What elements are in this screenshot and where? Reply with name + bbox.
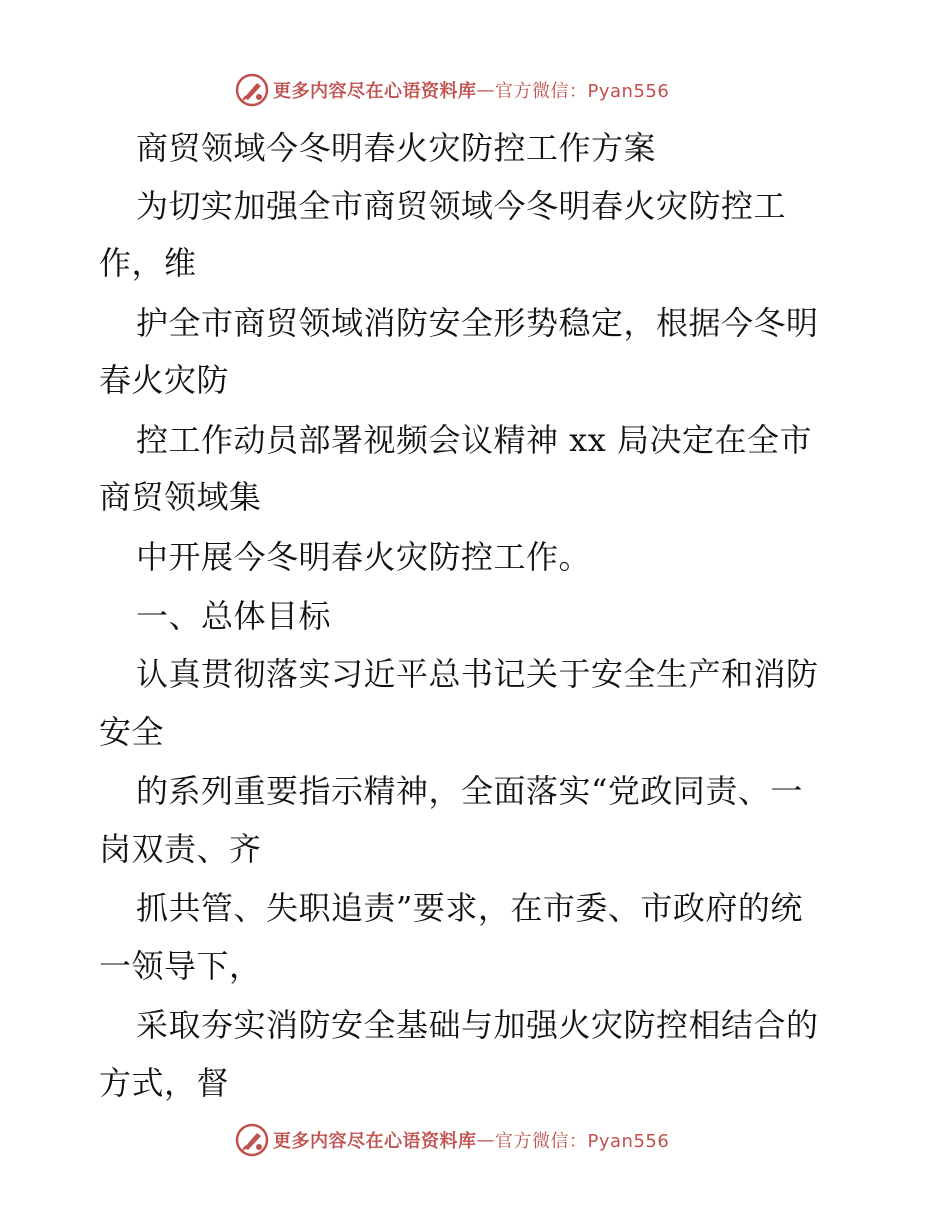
watermark-banner-bottom (235, 1122, 669, 1158)
paragraph-line: 抓共管、失职追责”要求，在市委、市政府的统 (136, 889, 803, 927)
paragraph-line: 商贸领域集 (99, 478, 262, 516)
document-title: 商贸领域今冬明春火灾防控工作方案 (136, 129, 657, 167)
quill-logo-icon (235, 73, 269, 107)
paragraph-line: 采取夯实消防安全基础与加强火灾防控相结合的 (136, 1006, 819, 1044)
paragraph-line: 春火灾防 (99, 361, 230, 399)
paragraph-line: 作，维 (99, 244, 197, 282)
watermark-wechat-text: 官方微信：Pyan556 (495, 1131, 670, 1152)
paragraph-line: 方式，督 (99, 1064, 230, 1102)
paragraph-line: 的系列重要指示精神，全面落实“党政同责、一 (136, 772, 803, 810)
watermark-dash: — (476, 1129, 495, 1151)
section-heading: 一、总体目标 (136, 597, 332, 635)
paragraph-line: 控工作动员部署视频会议精神 xx 局决定在全市 (136, 421, 812, 459)
quill-logo-icon (235, 1123, 269, 1157)
watermark-brand-text: 更多内容尽在心语资料库 (273, 1131, 477, 1152)
paragraph-line: 认真贯彻落实习近平总书记关于安全生产和消防 (136, 655, 819, 693)
paragraph-line: 安全 (99, 713, 165, 751)
paragraph-line: 为切实加强全市商贸领域今冬明春火灾防控工 (136, 187, 787, 225)
paragraph-line: 岗双责、齐 (99, 830, 262, 868)
watermark-brand-text: 更多内容尽在心语资料库 (273, 81, 477, 102)
watermark-wechat-text: 官方微信：Pyan556 (495, 81, 670, 102)
paragraph-line: 一领导下， (99, 947, 262, 985)
watermark-banner-top (235, 72, 669, 108)
paragraph-line: 护全市商贸领域消防安全形势稳定，根据今冬明 (136, 304, 819, 342)
paragraph-line: 中开展今冬明春火灾防控工作。 (136, 538, 592, 576)
watermark-dash: — (476, 79, 495, 101)
